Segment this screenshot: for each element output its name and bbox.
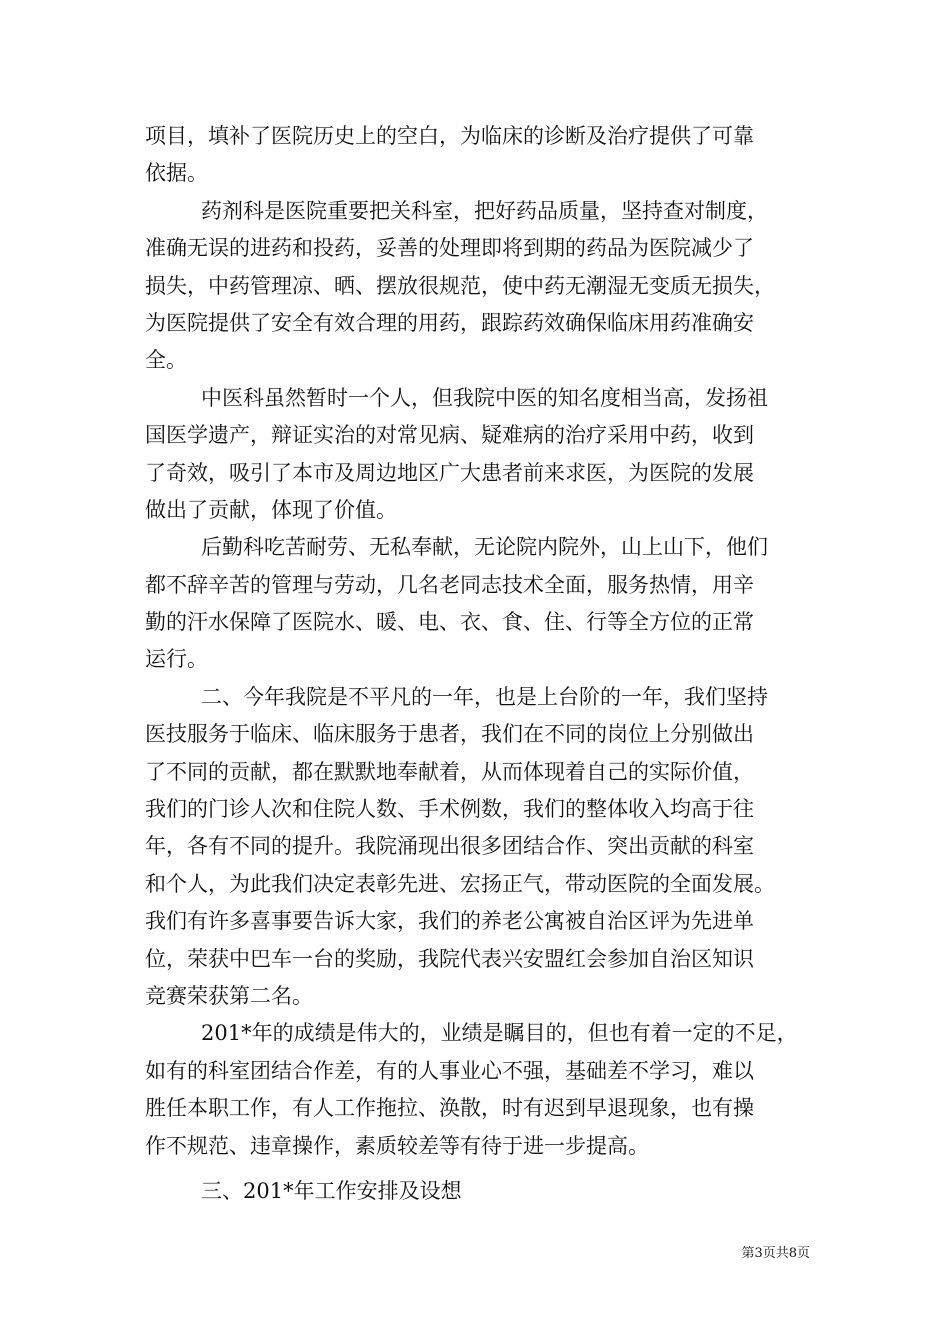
text-line: 我们有许多喜事要告诉大家，我们的养老公寓被自治区评为先进单 bbox=[145, 909, 754, 934]
text-line: 中医科虽然暂时一个人，但我院中医的知名度相当高，发扬祖 bbox=[201, 385, 768, 410]
text-line: 和个人，为此我们决定表彰先进、宏扬正气，带动医院的全面发展。 bbox=[145, 871, 775, 896]
text-line: 胜任本职工作，有人工作拖拉、涣散，时有迟到早退现象，也有操 bbox=[145, 1096, 754, 1121]
text-line: 损失，中药管理凉、晒、摆放很规范，使中药无潮湿无变质无损失， bbox=[145, 273, 775, 298]
text-line: 我们的门诊人次和住院人数、手术例数，我们的整体收入均高于往 bbox=[145, 797, 754, 822]
text-line: 年，各有不同的提升。我院涌现出很多团结合作、突出贡献的科室 bbox=[145, 834, 754, 859]
text-line: 全。 bbox=[145, 348, 187, 373]
text-line: 了奇效，吸引了本市及周边地区广大患者前来求医，为医院的发展 bbox=[145, 460, 754, 485]
paragraph bbox=[145, 679, 817, 1016]
text-line: 国医学遗产，辩证实治的对常见病、疑难病的治疗采用中药，收到 bbox=[145, 423, 754, 448]
text-line: 后勤科吃苦耐劳、无私奉献，无论院内院外，山上山下，他们 bbox=[201, 535, 768, 560]
paragraph bbox=[145, 1015, 817, 1165]
text-line: 如有的科室团结合作差，有的人事业心不强，基础差不学习，难以 bbox=[145, 1058, 754, 1083]
document-body bbox=[145, 118, 817, 1210]
paragraph bbox=[145, 118, 817, 193]
paragraph bbox=[145, 380, 817, 530]
text-line: 201*年的成绩是伟大的，业绩是瞩目的，但也有着一定的不足， bbox=[201, 1021, 798, 1046]
text-line: 运行。 bbox=[145, 647, 208, 672]
text-line: 勤的汗水保障了医院水、暖、电、衣、食、住、行等全方位的正常 bbox=[145, 610, 754, 635]
text-line: 位，荣获中巴车一台的奖励，我院代表兴安盟红会参加自治区知识 bbox=[145, 946, 754, 971]
paragraph bbox=[145, 529, 817, 679]
text-line: 药剂科是医院重要把关科室，把好药品质量，坚持查对制度， bbox=[201, 198, 768, 223]
text-line: 为医院提供了安全有效合理的用药，跟踪药效确保临床用药准确安 bbox=[145, 310, 754, 335]
text-line: 了不同的贡献，都在默默地奉献着，从而体现着自己的实际价值， bbox=[145, 759, 754, 784]
text-line: 三、201*年工作安排及设想 bbox=[201, 1178, 462, 1203]
text-line: 二、今年我院是不平凡的一年，也是上台阶的一年，我们坚持 bbox=[201, 684, 768, 709]
text-line: 依据。 bbox=[145, 161, 208, 186]
text-line: 做出了贡献，体现了价值。 bbox=[145, 497, 397, 522]
text-line: 都不辞辛苦的管理与劳动，几名老同志技术全面，服务热情，用辛 bbox=[145, 572, 754, 597]
text-line: 医技服务于临床、临床服务于患者，我们在不同的岗位上分别做出 bbox=[145, 722, 754, 747]
text-line: 作不规范、违章操作，素质较差等有待于进一步提高。 bbox=[145, 1133, 649, 1158]
section-heading bbox=[145, 1173, 817, 1210]
text-line: 项目，填补了医院历史上的空白，为临床的诊断及治疗提供了可靠 bbox=[145, 124, 754, 148]
paragraph bbox=[145, 193, 817, 380]
text-line: 准确无误的进药和投药，妥善的处理即将到期的药品为医院减少了 bbox=[145, 236, 754, 261]
text-line: 竞赛荣获第二名。 bbox=[145, 983, 313, 1008]
page-number-footer: 第3页共8页 bbox=[741, 1246, 810, 1261]
